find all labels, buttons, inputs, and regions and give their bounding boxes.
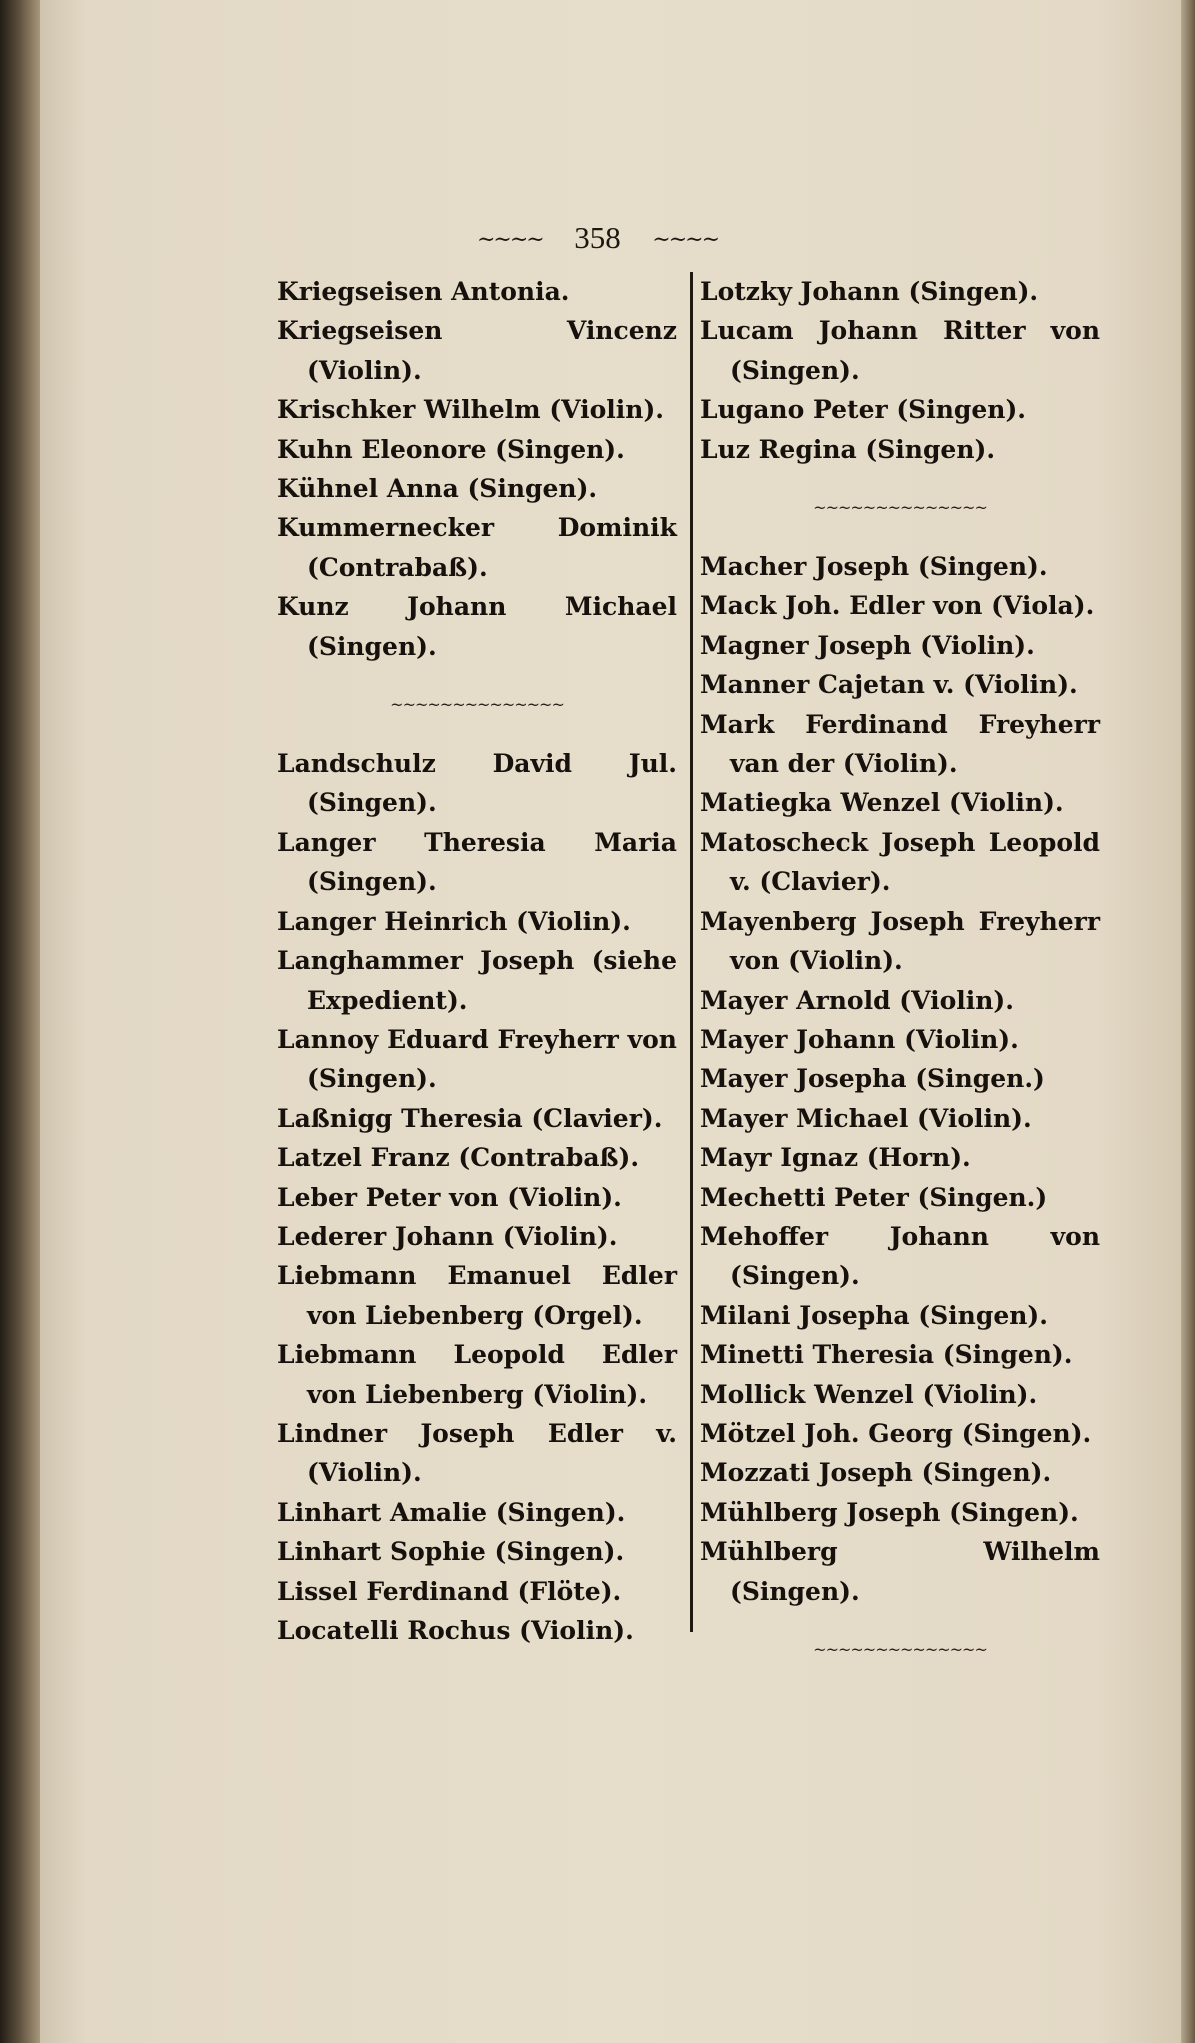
header-ornament-left: ~~~~ bbox=[476, 227, 543, 253]
section-l-continued bbox=[700, 272, 1100, 469]
list-entry: Lucam Johann Ritter von (Singen). bbox=[700, 316, 1100, 385]
list-entry: Laßnigg Theresia (Clavier). bbox=[277, 1103, 663, 1133]
header-ornament-right: ~~~~ bbox=[652, 227, 719, 253]
list-entry: Lannoy Eduard Freyherr von (Singen). bbox=[277, 1024, 677, 1094]
section-l bbox=[277, 744, 677, 1650]
list-entry: Liebmann Emanuel Edler von Liebenberg (Orgel). bbox=[277, 1261, 677, 1330]
list-entry: Matoscheck Joseph Leopold v. (Clavier). bbox=[700, 827, 1100, 897]
list-entry: Langer Theresia Maria (Singen). bbox=[277, 827, 677, 897]
list-entry: Mayer Johann (Violin). bbox=[700, 1024, 1019, 1054]
list-entry: Mayer Michael (Violin). bbox=[700, 1103, 1032, 1133]
list-entry: Mozzati Joseph (Singen). bbox=[700, 1458, 1052, 1488]
list-entry: Lugano Peter (Singen). bbox=[700, 395, 1027, 425]
book-spine-shadow bbox=[0, 0, 40, 2043]
list-entry: Mollick Wenzel (Violin). bbox=[700, 1379, 1038, 1409]
list-entry: Lotzky Johann (Singen). bbox=[700, 277, 1039, 306]
section-separator-ornament: ~~~~~~~~~~~~~~ bbox=[390, 695, 564, 715]
page-edge bbox=[1181, 0, 1195, 2043]
list-entry: Kuhn Eleonore (Singen). bbox=[277, 434, 625, 464]
list-entry: Kunz Johann Michael (Singen). bbox=[277, 592, 677, 661]
list-entry: Mayer Arnold (Violin). bbox=[700, 985, 1014, 1015]
list-entry: Linhart Sophie (Singen). bbox=[277, 1537, 625, 1567]
list-entry: Mötzel Joh. Georg (Singen). bbox=[700, 1418, 1092, 1448]
section-k bbox=[277, 272, 677, 666]
list-entry: Liebmann Leopold Edler von Liebenberg (Violin). bbox=[277, 1340, 677, 1409]
list-entry: Mack Joh. Edler von (Viola). bbox=[700, 591, 1095, 621]
list-entry: Lederer Johann (Violin). bbox=[277, 1221, 618, 1251]
list-entry: Mayr Ignaz (Horn). bbox=[700, 1143, 971, 1173]
list-entry: Lissel Ferdinand (Flöte). bbox=[277, 1576, 622, 1606]
page-number: 358 bbox=[574, 220, 621, 255]
list-entry: Kriegseisen Vincenz (Violin). bbox=[277, 316, 677, 385]
list-entry: Minetti Theresia (Singen). bbox=[700, 1340, 1073, 1370]
list-entry: Locatelli Rochus (Violin). bbox=[277, 1616, 634, 1645]
list-entry: Mühlberg Joseph (Singen). bbox=[700, 1497, 1079, 1527]
list-entry: Manner Cajetan v. (Violin). bbox=[700, 670, 1078, 700]
page-header bbox=[0, 220, 1195, 256]
left-column bbox=[277, 272, 677, 1650]
list-entry: Kühnel Anna (Singen). bbox=[277, 474, 598, 504]
list-entry: Krischker Wilhelm (Violin). bbox=[277, 395, 664, 425]
list-entry: Mehoffer Johann von (Singen). bbox=[700, 1221, 1100, 1291]
section-separator-ornament: ~~~~~~~~~~~~~~ bbox=[813, 498, 987, 518]
list-entry: Mark Ferdinand Freyherr van der (Violin). bbox=[700, 709, 1100, 779]
column-divider bbox=[690, 272, 693, 1632]
list-entry: Langhammer Joseph (siehe Expedient). bbox=[277, 946, 677, 1015]
list-entry: Kummernecker Dominik (Contrabaß). bbox=[277, 513, 677, 582]
list-entry: Magner Joseph (Violin). bbox=[700, 630, 1035, 660]
list-entry: Lindner Joseph Edler v. (Violin). bbox=[277, 1418, 677, 1488]
list-entry: Mühlberg Wilhelm (Singen). bbox=[700, 1537, 1100, 1606]
list-entry: Linhart Amalie (Singen). bbox=[277, 1497, 626, 1527]
end-separator-ornament: ~~~~~~~~~~~~~~ bbox=[813, 1640, 987, 1659]
list-entry: Latzel Franz (Contrabaß). bbox=[277, 1143, 640, 1173]
list-entry: Langer Heinrich (Violin). bbox=[277, 906, 631, 936]
list-entry: Macher Joseph (Singen). bbox=[700, 552, 1048, 582]
list-entry: Luz Regina (Singen). bbox=[700, 434, 996, 464]
list-entry: Milani Josepha (Singen). bbox=[700, 1300, 1048, 1330]
list-entry: Mechetti Peter (Singen.) bbox=[700, 1182, 1048, 1212]
section-m bbox=[700, 547, 1100, 1611]
list-entry: Mayenberg Joseph Freyherr von (Violin). bbox=[700, 906, 1100, 976]
list-entry: Mayer Josepha (Singen.) bbox=[700, 1064, 1045, 1094]
list-entry: Kriegseisen Antonia. bbox=[277, 277, 570, 306]
right-column bbox=[700, 272, 1100, 1689]
list-entry: Matiegka Wenzel (Violin). bbox=[700, 788, 1064, 818]
list-entry: Leber Peter von (Violin). bbox=[277, 1182, 622, 1212]
list-entry: Landschulz David Jul. (Singen). bbox=[277, 749, 677, 818]
